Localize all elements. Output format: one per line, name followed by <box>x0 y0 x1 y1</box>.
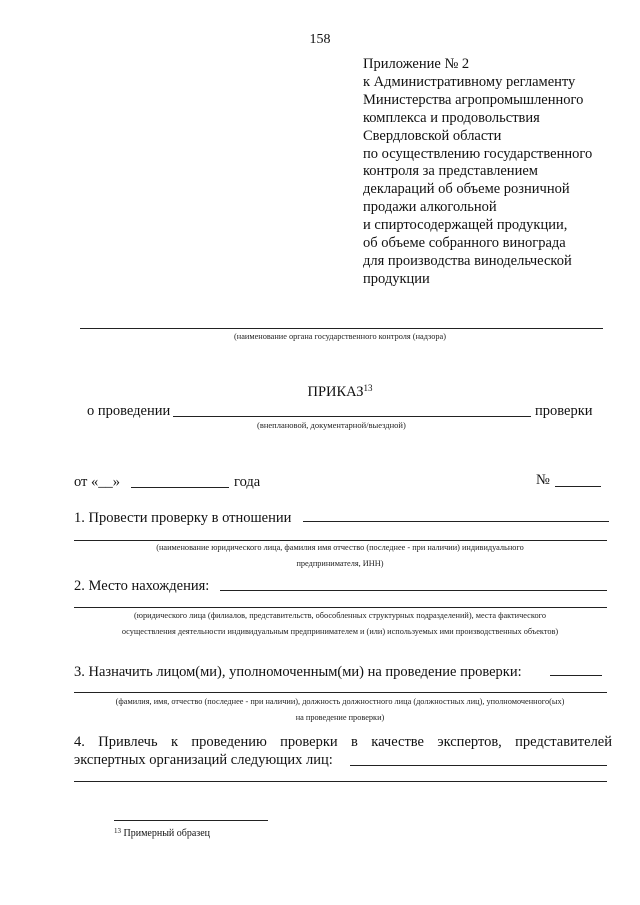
date-suffix: года <box>234 474 261 490</box>
appendix-line: комплекса и продовольствия <box>363 109 540 126</box>
appendix-line: Министерства агропромышленного <box>363 91 584 108</box>
appendix-line: для производства винодельческой <box>363 252 572 269</box>
appendix-line: к Административному регламенту <box>363 73 576 90</box>
order-number-label: № <box>536 472 550 488</box>
order-number-field-line <box>555 486 601 487</box>
item3-field-line-2 <box>74 692 607 693</box>
item2-field-line-2 <box>74 607 607 608</box>
item4-field-line <box>350 765 607 766</box>
footnote-text: Примерный образец <box>123 828 211 839</box>
item1-field-line-2 <box>74 540 607 541</box>
appendix-line: контроля за представлением <box>363 163 538 180</box>
appendix-line: об объеме собранного винограда <box>363 235 566 252</box>
appendix-line: и спиртосодержащей продукции, <box>363 217 568 234</box>
item3-field-line <box>550 675 602 676</box>
item1-label: 1. Провести проверку в отношении <box>74 510 292 526</box>
page-number: 158 <box>309 32 331 47</box>
check-type-caption: (внеплановой, документарной/выездной) <box>257 420 406 430</box>
item1-field-line <box>303 521 609 522</box>
item1-caption: (наименование юридического лица, фамилия имя отчество (последнее - при наличии) индивидуального <box>156 543 524 552</box>
appendix-line: деклараций об объеме розничной <box>363 181 570 198</box>
appendix-line: продукции <box>363 270 430 287</box>
item2-caption: (юридического лица (филиалов, представительств, обособленных структурных подразделений), места фактического <box>134 611 546 620</box>
footnote-mark: 13 <box>363 383 373 393</box>
item4-label-line2: экспертных организаций следующих лиц: <box>74 752 333 768</box>
item2-field-line <box>220 590 607 591</box>
order-about-suffix: проверки <box>535 403 593 419</box>
item3-caption: на проведение проверки) <box>295 713 385 722</box>
item2-caption: осуществления деятельности индивидуальным предпринимателем и (или) используемых ими производственных объектов) <box>121 627 559 636</box>
order-title: ПРИКАЗ$^{13}$ <box>307 383 373 400</box>
item2-label: 2. Место нахождения: <box>74 578 210 594</box>
item3-label: 3. Назначить лицом(ми), уполномоченным(ми) на проведение проверки: <box>74 664 522 680</box>
date-prefix: от «__» <box>74 474 121 490</box>
authority-field-line <box>80 328 603 329</box>
footnote <box>114 828 210 839</box>
authority-caption: (наименование органа государственного контроля (надзора) <box>234 332 446 341</box>
appendix-line: Свердловской области <box>363 127 502 144</box>
appendix-header <box>363 56 592 289</box>
appendix-line: продажи алкогольной <box>363 199 497 216</box>
item4-label-line1: 4. Привлечь к проведению проверки в качестве экспертов, представителей <box>74 734 612 750</box>
order-about-prefix: о проведении <box>87 403 171 419</box>
footnote-separator <box>114 820 268 821</box>
item3-caption: (фамилия, имя, отчество (последнее - при наличии), должность должностного лица (должностных лиц), уполномоченного(ых) <box>115 697 565 706</box>
check-type-field-line <box>173 416 531 417</box>
date-field-line <box>131 487 229 488</box>
item4-field-line-2 <box>74 781 607 782</box>
appendix-line: Приложение № 2 <box>363 56 470 72</box>
item1-caption: предпринимателя, ИНН) <box>296 559 384 568</box>
footnote-number: 13 <box>114 827 121 835</box>
appendix-line: по осуществлению государственного <box>363 145 593 162</box>
